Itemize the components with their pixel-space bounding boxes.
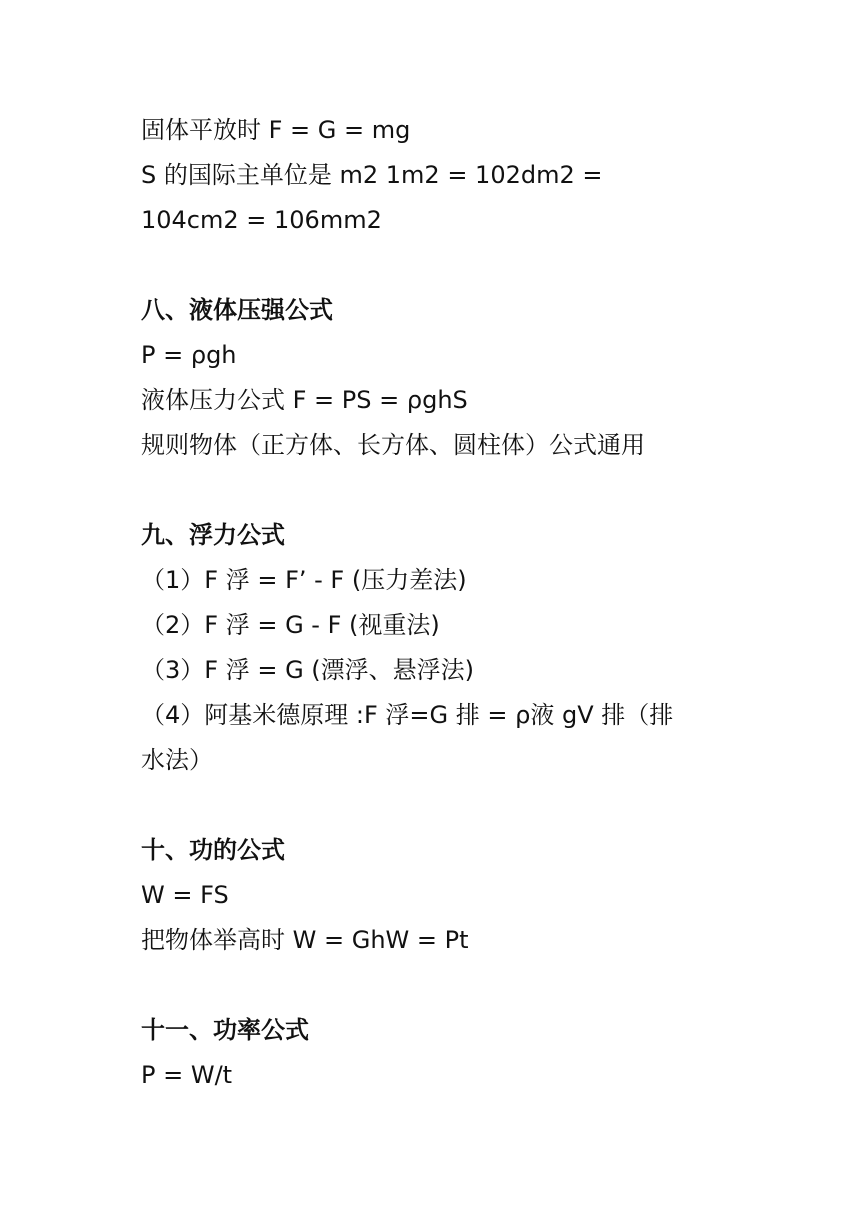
section-spacer [141,243,731,288]
section-heading-buoyancy: 九、浮力公式 [141,521,285,549]
section-spacer [141,963,731,1008]
formula-line: （4）阿基米德原理 :F 浮=G 排 = ρ液 gV 排（排 [141,701,674,729]
text-line-area-conversion: 104cm2 = 106mm2 [141,206,382,234]
section-spacer [141,468,731,513]
section-spacer [141,783,731,828]
formula-line: （3）F 浮 = G (漂浮、悬浮法) [141,656,475,684]
formula-line: P = W/t [141,1061,233,1089]
formula-line: 把物体举高时 W = GhW = Pt [141,926,469,954]
document-page [141,108,731,1098]
formula-line: 规则物体（正方体、长方体、圆柱体）公式通用 [141,431,645,459]
section-heading-power: 十一、功率公式 [141,1016,309,1044]
formula-line: （1）F 浮 = F’ - F (压力差法) [141,566,467,594]
section-heading-liquid-pressure: 八、液体压强公式 [141,296,333,324]
section-heading-work: 十、功的公式 [141,836,285,864]
text-line-area-unit: S 的国际主单位是 m2 1m2 = 102dm2 = [141,161,603,189]
formula-line: 水法） [141,746,213,774]
text-line-solid-pressure: 固体平放时 F = G = mg [141,116,411,144]
formula-line: W = FS [141,881,229,909]
formula-line: 液体压力公式 F = PS = ρghS [141,386,468,414]
formula-line: P = ρgh [141,341,237,369]
formula-line: （2）F 浮 = G - F (视重法) [141,611,440,639]
